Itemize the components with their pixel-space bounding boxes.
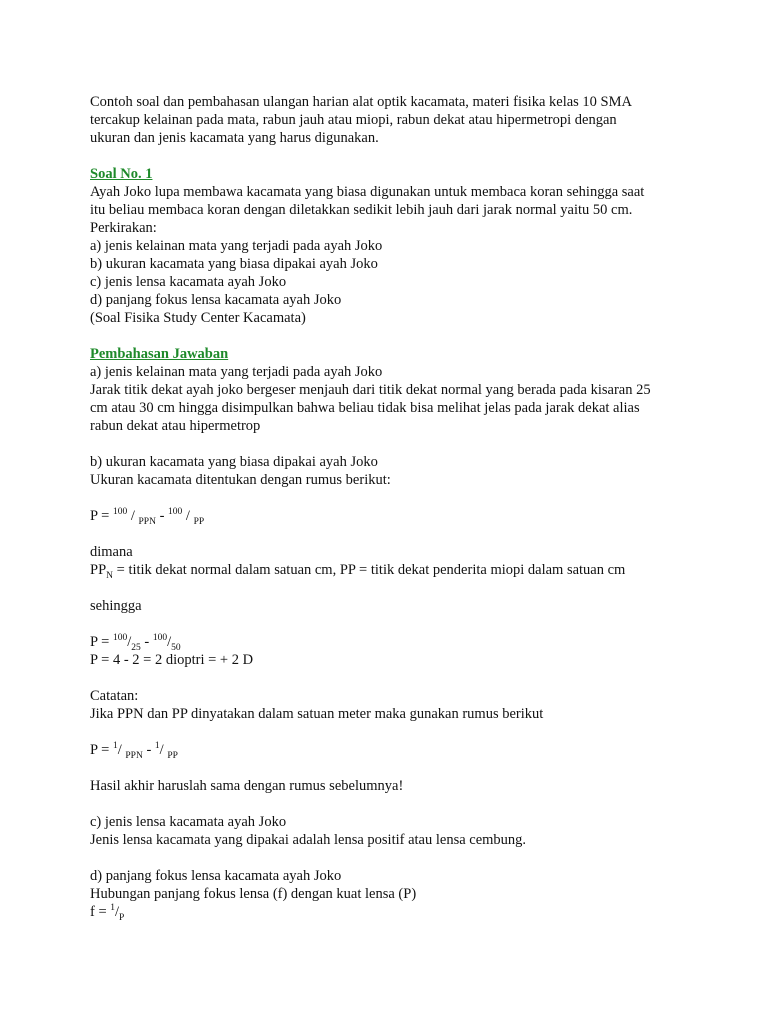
document-body [90,93,700,921]
answer-line: a) jenis kelainan mata yang terjadi pada ayah Joko [90,364,383,380]
intro-line: Contoh soal dan pembahasan ulangan harian alat optik kacamata, materi fisika kelas 10 SMA [90,94,632,110]
answer-line: c) jenis lensa kacamata ayah Joko [90,814,287,830]
formula-substituted: $P = ^{100}/_{25} - ^{100}/_{50}$ [90,633,181,653]
answer-d [90,867,700,903]
answer-line: Jenis lensa kacamata yang dipakai adalah lensa positif atau lensa cembung. [90,832,527,848]
soal-line: (Soal Fisika Study Center Kacamata) [90,310,306,326]
answer-c [90,813,700,849]
catatan-text: Jika PPN dan PP dinyatakan dalam satuan meter maka gunakan rumus berikut [90,706,544,722]
soal-line: Perkirakan: [90,220,157,236]
soal-line: c) jenis lensa kacamata ayah Joko [90,274,287,290]
formula-focal: $f = ^1/_P$ [90,903,125,923]
intro-line: ukuran dan jenis kacamata yang harus digunakan. [90,130,379,146]
intro-paragraph [90,93,700,147]
answer-line: cm atau 30 cm hingga disimpulkan bahwa beliau tidak bisa melihat jelas pada jarak dekat alias [90,400,640,416]
answer-line: Hubungan panjang fokus lensa (f) dengan kuat lensa (P) [90,886,417,902]
answer-a [90,363,700,435]
soal-line: d) panjang fokus lensa kacamata ayah Joko [90,292,342,308]
soal-text [90,183,700,327]
intro-line: tercakup kelainan pada mata, rabun jauh atau miopi, rabun dekat atau hipermetropi dengan [90,112,617,128]
soal-heading: Soal No. 1 [90,166,153,182]
soal-line: a) jenis kelainan mata yang terjadi pada ayah Joko [90,238,383,254]
answer-line: rabun dekat atau hipermetrop [90,418,261,434]
sehingga-label: sehingga [90,598,142,614]
answer-line: Ukuran kacamata ditentukan dengan rumus berikut: [90,472,391,488]
answer-line: Jarak titik dekat ayah joko bergeser menjauh dari titik dekat normal yang berada pada kisaran 25 [90,382,651,398]
soal-line: Ayah Joko lupa membawa kacamata yang biasa digunakan untuk membaca koran sehingga saat [90,184,645,200]
catatan-label: Catatan: [90,688,139,704]
formula-result: P = 4 - 2 = 2 dioptri = + 2 D [90,652,254,668]
answer-line: d) panjang fokus lensa kacamata ayah Joko [90,868,342,884]
soal-line: b) ukuran kacamata yang biasa dipakai ayah Joko [90,256,378,272]
pembahasan-heading: Pembahasan Jawaban [90,346,229,362]
formula-meter: P = $^1$/ $_{PPN}$ - $^1$/ $_{PP}$ [90,741,178,761]
answer-line: b) ukuran kacamata yang biasa dipakai ayah Joko [90,454,378,470]
hasil-note: Hasil akhir haruslah sama dengan rumus sebelumnya! [90,778,404,794]
soal-line: itu beliau membaca koran dengan diletakkan sedikit lebih jauh dari jarak normal yaitu 50 cm. [90,202,633,218]
ppn-definition: $PP_N$ = titik dekat normal dalam satuan cm, PP = titik dekat penderita miopi dalam satuan cm [90,562,626,581]
formula-power: P = $^{100}$ / $_{PPN}$ - $^{100}$ / $_{PP}$ [90,507,205,527]
dimana-label: dimana [90,544,133,560]
answer-b [90,453,700,489]
